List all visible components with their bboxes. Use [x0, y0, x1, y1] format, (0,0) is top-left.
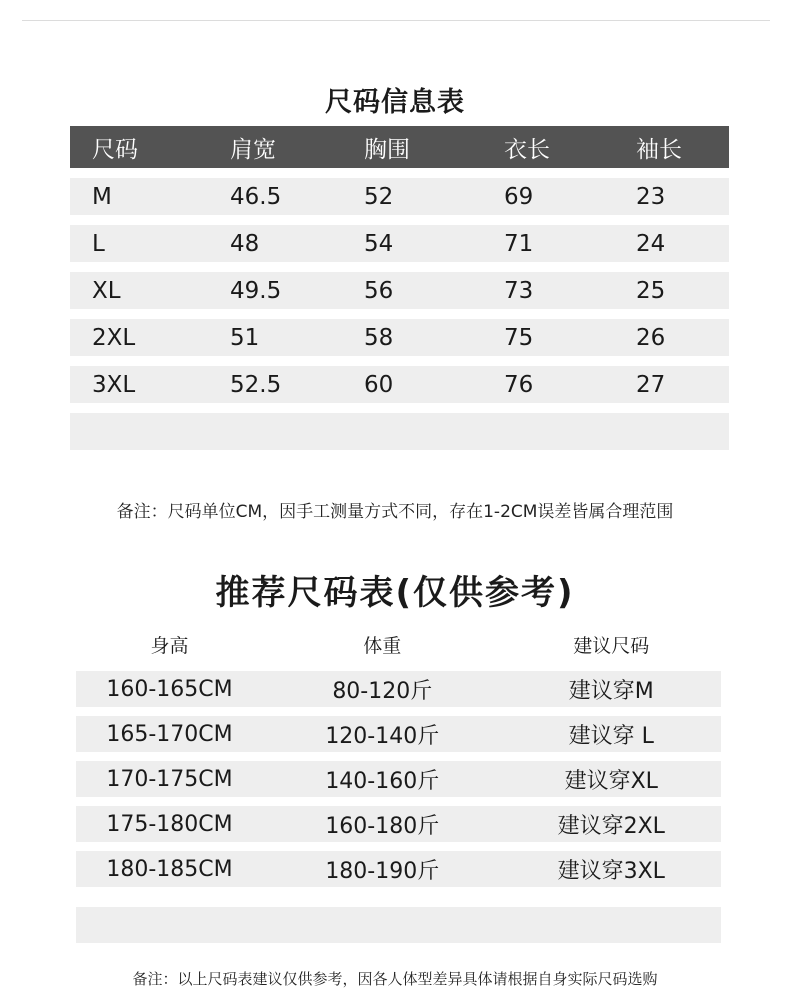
table-row — [70, 319, 729, 356]
cell-size: M — [92, 183, 112, 210]
cell-weight: 140-160斤 — [325, 768, 440, 794]
table-row — [70, 178, 729, 215]
empty-table-row — [70, 413, 729, 450]
header-length: 衣长 — [504, 136, 550, 163]
cell-height: 180-185CM — [106, 856, 233, 882]
cell-shoulder: 48 — [230, 230, 260, 257]
cell-weight: 160-180斤 — [325, 813, 440, 839]
table-row — [76, 671, 721, 707]
table-row — [76, 716, 721, 752]
cell-shoulder: 52.5 — [230, 371, 282, 398]
cell-size: L — [92, 230, 105, 257]
cell-suggested-size: 建议穿M — [568, 678, 654, 704]
cell-suggested-size: 建议穿 L — [568, 723, 654, 749]
cell-shoulder: 49.5 — [230, 277, 282, 304]
cell-chest: 52 — [364, 183, 394, 210]
cell-length: 73 — [504, 277, 534, 304]
cell-length: 69 — [504, 183, 534, 210]
header-shoulder: 肩宽 — [230, 136, 276, 163]
recommend-table — [76, 626, 721, 943]
cell-height: 170-175CM — [106, 766, 233, 792]
cell-sleeve: 24 — [636, 230, 666, 257]
cell-suggested-size: 建议穿XL — [564, 768, 658, 794]
top-divider — [22, 20, 770, 21]
cell-suggested-size: 建议穿2XL — [557, 813, 665, 839]
cell-sleeve: 27 — [636, 371, 666, 398]
table-row — [70, 366, 729, 403]
header-weight: 体重 — [363, 634, 402, 657]
cell-length: 76 — [504, 371, 534, 398]
cell-sleeve: 26 — [636, 324, 666, 351]
header-height: 身高 — [150, 634, 189, 657]
recommend-note: 备注：以上尺码表建议仅供参考，因各人体型差异具体请根据自身实际尺码选购 — [132, 970, 658, 988]
recommend-title: 推荐尺码表(仅供参考) — [215, 573, 575, 613]
cell-chest: 60 — [364, 371, 394, 398]
recommend-header-row — [76, 626, 721, 662]
cell-height: 160-165CM — [106, 676, 233, 702]
size-info-title: 尺码信息表 — [325, 87, 465, 118]
table-row — [70, 225, 729, 262]
cell-weight: 120-140斤 — [325, 723, 440, 749]
cell-length: 75 — [504, 324, 534, 351]
cell-shoulder: 46.5 — [230, 183, 282, 210]
cell-length: 71 — [504, 230, 534, 257]
cell-suggested-size: 建议穿3XL — [557, 858, 665, 884]
cell-height: 165-170CM — [106, 721, 233, 747]
table-row — [76, 806, 721, 842]
cell-weight: 180-190斤 — [325, 858, 440, 884]
header-sleeve: 袖长 — [636, 136, 682, 163]
cell-size: XL — [92, 277, 121, 304]
cell-chest: 54 — [364, 230, 394, 257]
header-suggested-size: 建议尺码 — [573, 634, 650, 657]
cell-chest: 56 — [364, 277, 394, 304]
cell-size: 2XL — [92, 324, 136, 351]
size-info-table — [70, 126, 729, 450]
header-size: 尺码 — [92, 136, 138, 163]
empty-table-row — [76, 907, 721, 943]
cell-height: 175-180CM — [106, 811, 233, 837]
cell-sleeve: 25 — [636, 277, 666, 304]
table-row — [70, 272, 729, 309]
cell-chest: 58 — [364, 324, 394, 351]
size-info-note: 备注：尺码单位CM，因手工测量方式不同，存在1-2CM误差皆属合理范围 — [116, 502, 674, 522]
cell-weight: 80-120斤 — [332, 678, 433, 704]
cell-size: 3XL — [92, 371, 136, 398]
size-info-header-row — [70, 126, 729, 168]
cell-shoulder: 51 — [230, 324, 260, 351]
header-chest: 胸围 — [364, 136, 410, 163]
table-row — [76, 761, 721, 797]
table-row — [76, 851, 721, 887]
cell-sleeve: 23 — [636, 183, 666, 210]
